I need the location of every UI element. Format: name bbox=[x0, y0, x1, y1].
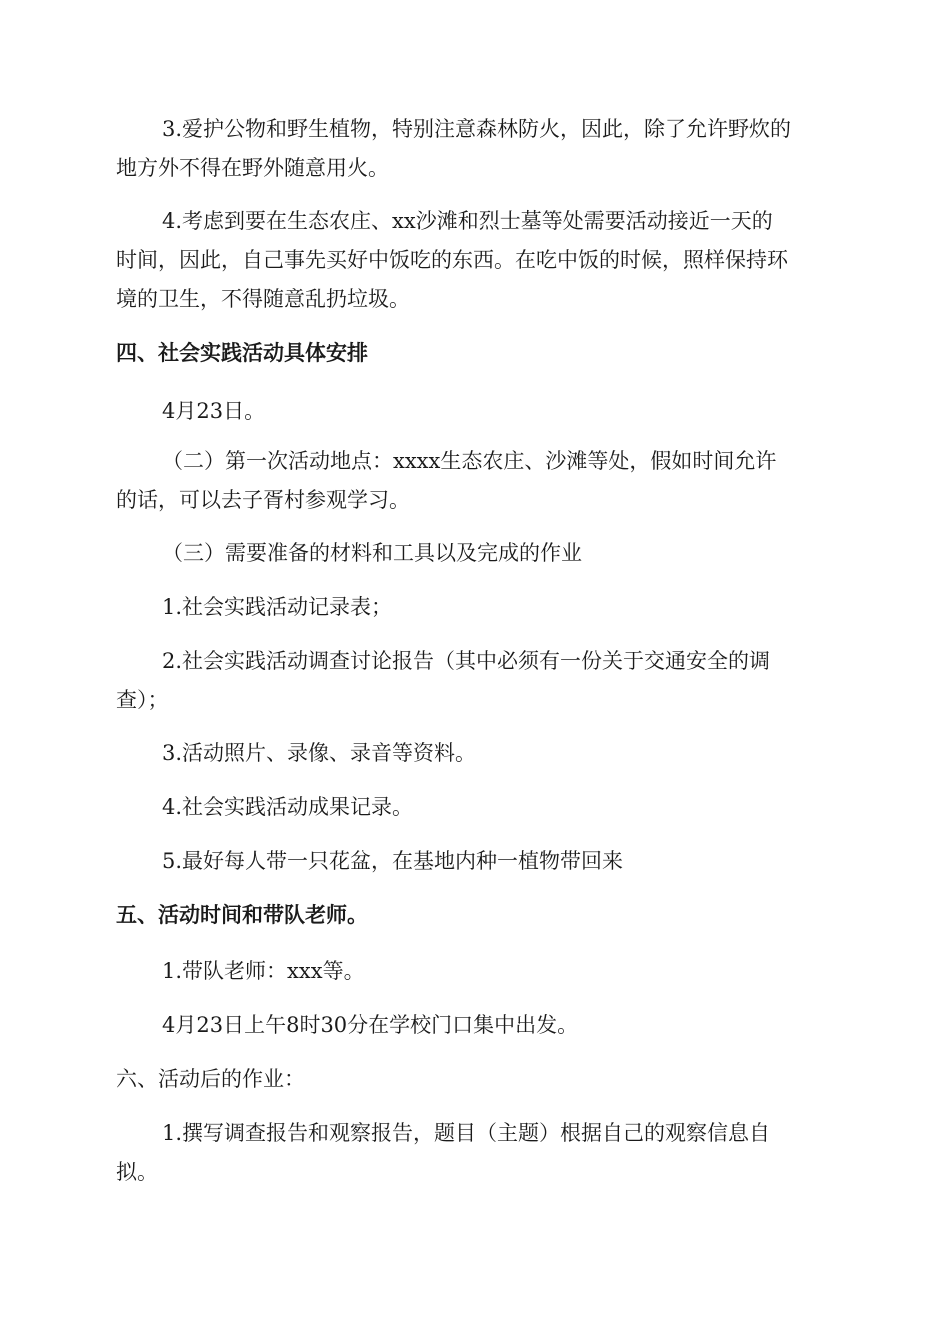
paragraph-item-media: 3.活动照片、录像、录音等资料。 bbox=[162, 741, 477, 765]
text-line: 查）； bbox=[116, 688, 169, 712]
paragraph-item-record-table: 1.社会实践活动记录表； bbox=[162, 595, 393, 619]
paragraph-homework-report bbox=[116, 1114, 836, 1192]
section-heading-5: 五、活动时间和带队老师。 bbox=[116, 903, 368, 927]
text-line: 境的卫生，不得随意乱扔垃圾。 bbox=[116, 287, 410, 311]
text-line: 4.考虑到要在生态农庄、xx沙滩和烈士墓等处需要活动接近一天的 bbox=[162, 209, 773, 233]
text-line: 的话，可以去子胥村参观学习。 bbox=[116, 488, 410, 512]
text-line: 地方外不得在野外随意用火。 bbox=[116, 156, 389, 180]
text-line: 1.撰写调查报告和观察报告，题目（主题）根据自己的观察信息自 bbox=[162, 1121, 771, 1145]
text-line: 拟。 bbox=[116, 1160, 158, 1184]
paragraph-teacher: 1.带队老师：xxx等。 bbox=[162, 959, 365, 983]
paragraph-item-3 bbox=[116, 110, 836, 188]
paragraph-activity-location bbox=[116, 442, 836, 520]
text-line: （二）第一次活动地点：xxxx生态农庄、沙滩等处，假如时间允许 bbox=[162, 449, 777, 473]
paragraph-item-results: 4.社会实践活动成果记录。 bbox=[162, 795, 414, 819]
paragraph-item-flowerpot: 5.最好每人带一只花盆，在基地内种一植物带回来 bbox=[162, 849, 624, 873]
section-heading-4: 四、社会实践活动具体安排 bbox=[116, 341, 368, 365]
paragraph-materials-heading: （三）需要准备的材料和工具以及完成的作业 bbox=[162, 541, 582, 565]
paragraph-item-4 bbox=[116, 202, 836, 319]
text-line: 2.社会实践活动调查讨论报告（其中必须有一份关于交通安全的调 bbox=[162, 649, 771, 673]
section-heading-6: 六、活动后的作业： bbox=[116, 1067, 305, 1091]
paragraph-departure-time: 4月23日上午8时30分在学校门口集中出发。 bbox=[162, 1013, 579, 1037]
paragraph-date: 4月23日。 bbox=[162, 399, 266, 423]
text-line: 时间，因此，自己事先买好中饭吃的东西。在吃中饭的时候，照样保持环 bbox=[116, 248, 788, 272]
text-line: 3.爱护公物和野生植物，特别注意森林防火，因此，除了允许野炊的 bbox=[162, 117, 792, 141]
paragraph-item-survey-report bbox=[116, 642, 836, 720]
